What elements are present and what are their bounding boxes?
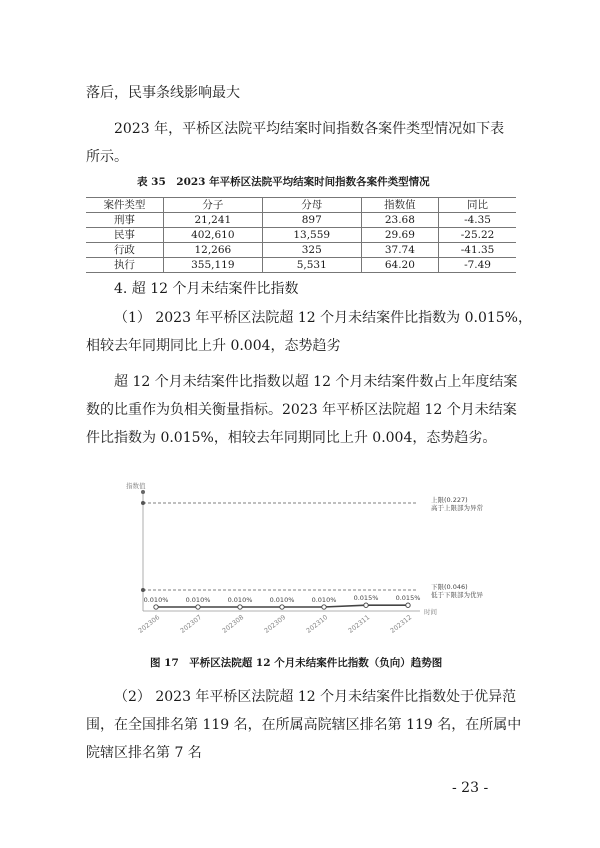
subsection1-line2: 相较去年同期同比上升 0.004，态势趋劣 [86,338,341,354]
table-cell: 29.69 [361,228,438,243]
data-label: 0.015% [353,594,379,603]
subsection2-line1: （2） 2023 年平桥区法院超 12 个月未结案件比指数处于优异范 [114,689,517,705]
paragraph-intro: 落后，民事条线影响最大 [86,85,240,101]
series-layer [137,594,421,635]
data-label: 0.010% [269,596,295,604]
column-header: 同比 [439,198,516,213]
table-cell: 64.20 [361,258,438,273]
subsection2-line3: 院辖区排名第 7 名 [86,745,202,761]
data-point [364,603,368,607]
body-paragraph-line1: 超 12 个月未结案件比指数以超 12 个月未结案件数占上年度结案 [114,374,518,390]
body-paragraph-line3: 件比指数为 0.015%，相较去年同期同比上升 0.004，态势趋劣。 [86,430,497,446]
lower-limit-dot [141,588,145,592]
table-header-row [86,198,516,213]
table-cell: 执行 [86,258,163,273]
paragraph-table-intro-line2: 所示。 [86,149,128,165]
table-cell: 行政 [86,243,163,258]
x-tick-label: 202312 [388,613,414,635]
x-tick-label: 202310 [304,613,330,635]
table-cell: 刑事 [86,213,163,228]
y-axis-end-dot [141,490,145,494]
body-paragraph-line2: 数的比重作为负相关衡量指标。2023 年平桥区法院超 12 个月未结案 [86,402,517,418]
page-number: - 23 - [452,780,489,796]
table-row [86,228,516,243]
data-label: 0.010% [311,596,337,604]
column-header: 案件类型 [86,198,163,213]
x-tick-label: 202307 [178,613,204,635]
table-row [86,258,516,273]
data-point [154,605,158,609]
column-header: 指数值 [361,198,438,213]
trend-chart [118,476,490,642]
table-caption: 表 35 2023 年平桥区法院平均结案时间指数各案件类型情况 [137,176,430,188]
y-axis-label: 指数值 [126,482,146,490]
lower-limit-label: 下限(0.046) [431,583,468,591]
case-type-table [86,197,516,273]
subsection2-line2: 围，在全国排名第 119 名，在所属高院辖区排名第 119 名，在所属中 [86,717,522,733]
section-heading: 4. 超 12 个月未结案件比指数 [114,281,299,297]
x-tick-label: 202311 [346,613,372,635]
table-cell: 23.68 [361,213,438,228]
x-tick-label: 202306 [136,613,162,635]
paragraph-table-intro-line1: 2023 年，平桥区法院平均结案时间指数各案件类型情况如下表 [114,121,505,137]
subsection1-line1: （1） 2023 年平桥区法院超 12 个月未结案件比指数为 0.015%， [114,310,532,326]
upper-limit-dot [141,501,145,505]
table-cell: -41.35 [439,243,516,258]
table-cell: 897 [262,213,361,228]
table-cell: 325 [262,243,361,258]
table-cell: 37.74 [361,243,438,258]
table-row [86,243,516,258]
data-label: 0.015% [395,594,421,603]
table-cell: -7.49 [439,258,516,273]
data-label: 0.010% [143,596,169,604]
table-cell: 民事 [86,228,163,243]
upper-limit-note: 高于上限部为异常 [431,504,483,512]
table-cell: -4.35 [439,213,516,228]
data-point [280,605,284,609]
data-label: 0.010% [227,596,253,604]
column-header: 分母 [262,198,361,213]
table-cell: 13,559 [262,228,361,243]
data-point [238,605,242,609]
column-header: 分子 [163,198,262,213]
data-point [196,605,200,609]
table-cell: 355,119 [163,258,262,273]
data-point [406,603,410,607]
x-axis-label: 时间 [424,608,437,616]
table-cell: 12,266 [163,243,262,258]
data-label: 0.010% [185,596,211,604]
table-cell: 402,610 [163,228,262,243]
data-point [322,605,326,609]
table-cell: -25.22 [439,228,516,243]
table-cell: 5,531 [262,258,361,273]
table-row [86,213,516,228]
figure-caption: 图 17 平桥区法院超 12 个月未结案件比指数（负向）趋势图 [150,657,443,669]
x-tick-label: 202309 [262,613,288,635]
lower-limit-note: 低于下限部为优异 [431,591,483,599]
upper-limit-label: 上限(0.227) [431,496,468,504]
x-tick-label: 202308 [220,613,246,635]
table-cell: 21,241 [163,213,262,228]
